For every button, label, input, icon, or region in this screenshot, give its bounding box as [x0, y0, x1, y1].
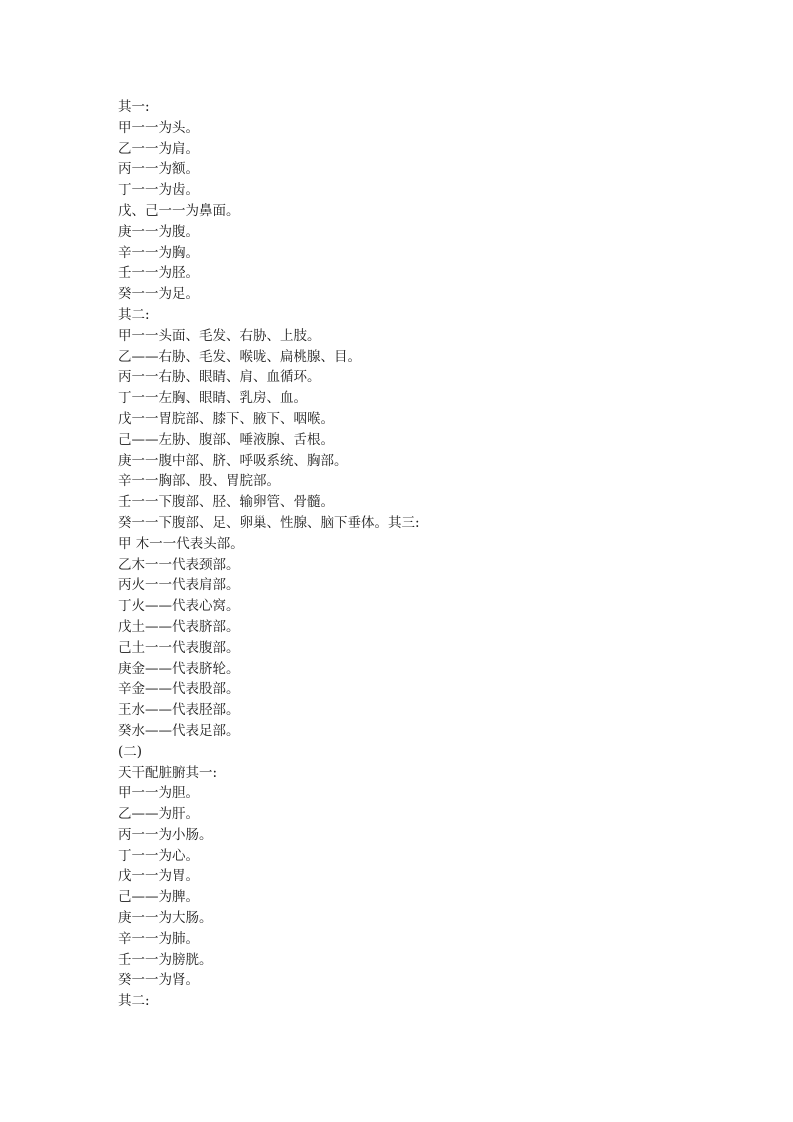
text-line: 癸一一为肾。 — [118, 972, 199, 989]
text-line: 戊一一为胃。 — [118, 868, 199, 885]
text-line: 己——为脾。 — [118, 889, 199, 906]
text-line: 乙——右胁、毛发、喉咙、扁桃腺、目。 — [118, 348, 361, 365]
text-line: 丙一一为小肠。 — [118, 826, 213, 843]
text-line: 丁火——代表心窝。 — [118, 598, 240, 615]
text-line: 乙——为肝。 — [118, 806, 199, 823]
section-heading: (二) — [118, 743, 143, 760]
text-line: 丙火一一代表肩部。 — [118, 577, 240, 594]
text-line: 壬一一为胫。 — [118, 265, 199, 282]
text-line: 戊、己一一为鼻面。 — [118, 202, 240, 219]
text-line: 戊土——代表脐部。 — [118, 618, 240, 635]
text-line: 王水——代表胫部。 — [118, 702, 240, 719]
text-line: 己——左胁、腹部、唾液腺、舌根。 — [118, 431, 334, 448]
text-line: 辛一一为胸。 — [118, 244, 199, 261]
text-line: 甲一一头面、毛发、右胁、上肢。 — [118, 327, 321, 344]
text-line: 丁一一为齿。 — [118, 182, 199, 199]
text-line: 戊一一胃脘部、膝下、腋下、咽喉。 — [118, 410, 334, 427]
text-line: 庚金——代表脐轮。 — [118, 660, 240, 677]
text-line: 辛一一胸部、股、胃脘部。 — [118, 473, 280, 490]
text-line: 甲 木一一代表头部。 — [118, 535, 244, 552]
text-line: 甲一一为头。 — [118, 119, 199, 136]
text-line: 庚一一为大肠。 — [118, 910, 213, 927]
text-line: 其二: — [118, 993, 150, 1010]
text-line: 丙一一为额。 — [118, 161, 199, 178]
text-line: 庚一一腹中部、脐、呼吸系统、胸部。 — [118, 452, 348, 469]
text-line: 庚一一为腹。 — [118, 223, 199, 240]
text-line: 癸水——代表足部。 — [118, 722, 240, 739]
text-line: 丙一一右胁、眼睛、肩、血循环。 — [118, 369, 321, 386]
text-line: 辛金——代表股部。 — [118, 681, 240, 698]
text-line: 己土一一代表腹部。 — [118, 639, 240, 656]
text-line: 甲一一为胆。 — [118, 785, 199, 802]
text-line: 癸一一下腹部、足、卵巢、性腺、脑下垂体。其三: — [118, 514, 420, 531]
text-line: 丁一一左胸、眼睛、乳房、血。 — [118, 390, 307, 407]
text-line: 辛一一为肺。 — [118, 930, 199, 947]
text-line: 其二: — [118, 306, 150, 323]
text-line: 丁一一为心。 — [118, 847, 199, 864]
text-line: 癸一一为足。 — [118, 286, 199, 303]
document-page — [118, 97, 718, 1012]
text-line: 乙木一一代表颈部。 — [118, 556, 240, 573]
text-line: 壬一一下腹部、胫、输卵管、骨髓。 — [118, 494, 334, 511]
text-line: 壬一一为膀胱。 — [118, 951, 213, 968]
text-line: 其一: — [118, 99, 150, 115]
text-line: 乙一一为肩。 — [118, 140, 199, 157]
text-line: 天干配脏腑其一: — [118, 764, 218, 781]
